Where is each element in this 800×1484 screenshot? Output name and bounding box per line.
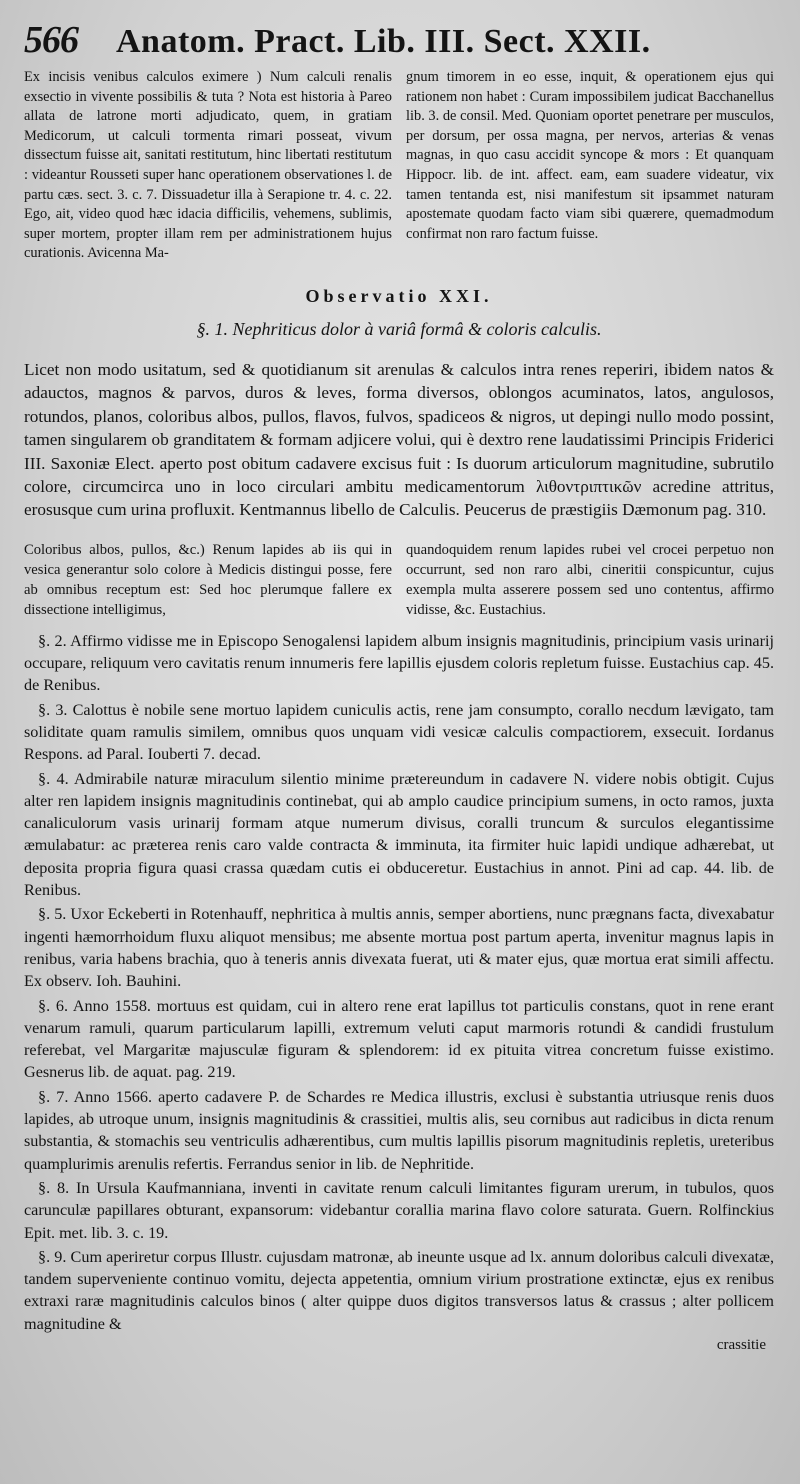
section-paragraph: §. 5. Uxor Eckeberti in Rotenhauff, nephritica à multis annis, semper abortiens, nunc prægnans facta, divexabatur ingenti hæmorrhoidum fluxu aliquot mensibus; me absente mortua post partum aperta, invenitur magnus lapis in renibus, varia habens brachia, quo à teneris annis divexata fuerat, uti & mater ejus, quæ mortua erat simili affectu. Ex observ. Ioh. Bauhini. [24, 905, 774, 991]
observation-subtitle: §. 1. Nephriticus dolor à variâ formâ & coloris calculis. [196, 318, 602, 339]
observation-text: Licet non modo usitatum, sed & quotidianum sit arenulas & calculos intra renes reperiri, ibidem natos & adauctos, magnos & parvos, duros & leves, forma diversos, oblongos acuminatos, latos, angulosos, rotundos, planos, coloribus albos, pullos, flavos, fulvos, spadiceos & nigros, ut depingi nullo modo possint, tamen singularem ob granditatem & formam adjicere volui, qui è dextro rene laudatissimi Principis Friderici III. Saxoniæ Elect. aperto post obitum cadavere excisus fuit : Is duorum articulorum magnitudine, subrutilo colore, circumcirca uno in loco circulari ambitu medicamentorum λιθοντριπτικῶν acredine attritus, erosusque cum urina profluxit. Kentmannus libello de Calculis. Peucerus de præstigiis Dæmonum pag. 310. [24, 359, 774, 520]
section-paragraph: §. 8. In Ursula Kaufmanniana, inventi in cavitate renum calculi limitantes figuram urerum, in tubulos, quos carunculæ papillares obturant, expansorum: videbantur corallia marina flavo colore saturata. Guern. Rolfinckius Epit. met. lib. 3. c. 19. [24, 1178, 774, 1242]
section-paragraph: §. 7. Anno 1566. aperto cadavere P. de Schardes re Medica illustris, exclusi è substantia utriusque renis duos lapides, ab utroque unum, insignis magnitudinis & crassitiei, multis alis, seu cornibus aut radicibus in dicta renum substantia, & stomachis seu ventriculis adhærentibus, cum multis lapillis pisorum magnitudinis repletis, ureteribus quamplurimis arenulis refertis. Ferrandus senior in lib. de Nephritide. [24, 1087, 774, 1173]
intro-right-text: gnum timorem in eo esse, inquit, & operationem ejus qui rationem non habet : Curam impossibilem judicat Bacchanellus lib. 3. de consil. Med. Quoniam oportet penetrare per musculos, per dorsum, per ossa magna, per nervos, arterias & venas magnas, in quo casu accidit syncope & mors : Et quanquam Hippocr. lib. de int. affect. eam, eam suadere videatur, vix tamen tentanda est, nisi manifestum sit ipsammet naturam apostemate quodam facto viam sibi quærere, quemadmodum confirmat non raro factum fuisse. [406, 69, 774, 242]
note-left-text: Coloribus albos, pullos, &c.) Renum lapides ab iis qui in vesica generantur solo colore à Medicis distingui posse, fere ab omnibus receptum est: Sed hoc plerumque fallere ex dissectione intelligimus, [24, 541, 392, 618]
page-number: 566 [24, 19, 78, 61]
section-paragraph: §. 3. Calottus è nobile sene mortuo lapidem cuniculis actis, rene jam consumpto, corallo necdum lævigato, tam soliditate quam ramulis similem, omnibus quos unquam vidi vesicæ calculis compactiorem, exsecuit. Iordanus Respons. ad Paral. Iouberti 7. decad. [24, 700, 774, 764]
section-paragraph: §. 2. Affirmo vidisse me in Episcopo Senogalensi lapidem album insignis magnitudinis, principium vasis urinarij occupare, reliquum vero cavitatis renum innumeris fere lapillis ejusdem coloris repletum fuisse. Eustachius cap. 45. de Renibus. [24, 631, 774, 695]
note-right-column [406, 540, 774, 620]
observation-body [24, 358, 774, 522]
intro-columns [24, 68, 774, 264]
page-header [24, 18, 774, 62]
sections-list [24, 630, 774, 1335]
section-paragraph: §. 6. Anno 1558. mortuus est quidam, cui in altero rene erat lapillus tot particulis constans, quot in rene erant venarum ramuli, quarum particularum lapilli, extremum veluti caput marmoris rotundi & candidi frustulum referebat, vel Margaritæ majusculæ figuram & splendorem: id ex pituita vitrea concretum fuisse existimo. Gesnerus lib. de aquat. pag. 219. [24, 996, 774, 1082]
observation-title: Observatio XXI. [305, 285, 493, 306]
intro-left-column [24, 68, 392, 264]
section-paragraph: §. 9. Cum aperiretur corpus Illustr. cujusdam matronæ, ab ineunte usque ad lx. annum doloribus calculi divexatæ, tandem superveniente continuo vomitu, dejecta appetentia, omnium virium prostratione extinctæ, ejus ex renibus extraxi raræ magnitudinis calculos binos ( alter quippe duos digitos transversos latus & crassus ; alter pollicem magnitudine & [24, 1247, 774, 1333]
intro-left-text: Ex incisis venibus calculos eximere ) Num calculi renalis exsectio in vivente possibilis & tuta ? Nota est historia à Pareo allata de latrone morti adjudicato, quem, in gratiam Medicorum, ut calculi tormenta rimari posseat, vivum dissectum fuisse ait, sanitati restitutum, hinc libertati restitutum : videantur Rousseti super hanc operationem observationes l. de partu cæs. sect. 3. c. 7. Dissuadetur illa à Serapione tr. 4. c. 22. Ego, ait, video quod hæc idacia difficilis, vehemens, sublimis, super mortem, propter illam rem per administrationem hujus curationis. Avicenna Ma- [24, 69, 392, 262]
note-right-text: quandoquidem renum lapides rubei vel crocei perpetuo non occurrunt, sed non raro albi, cineritii conspicuntur, cujus exempla multa asserere possem sed uno contentus, affirmo vidisse, &c. Eustachius. [406, 541, 774, 618]
note-columns [24, 540, 774, 620]
running-title: Anatom. Pract. Lib. III. Sect. XXII. [116, 23, 651, 60]
intro-right-column [406, 68, 774, 264]
note-left-column [24, 540, 392, 620]
section-paragraph: §. 4. Admirabile naturæ miraculum silentio minime prætereundum in cadavere N. videre nobis obtigit. Cujus alter ren lapidem insignis magnitudinis continebat, qui ab amplo caudice principium sumens, in octo ramos, juxta canaliculorum vasis urinarij formam atque numerum divisus, coralli truncum & surculos elegantissime æmulabatur: ac præterea renis caro valde contracta & imminuta, ita firmiter huic lapidi undique adhærebat, ut deposita propria figura quasi crassa quædam cutis ei obduceretur. Eustachius in annot. Pini ad cap. 44. lib. de Renibus. [24, 769, 774, 900]
catchword: crassitie [716, 1336, 766, 1353]
